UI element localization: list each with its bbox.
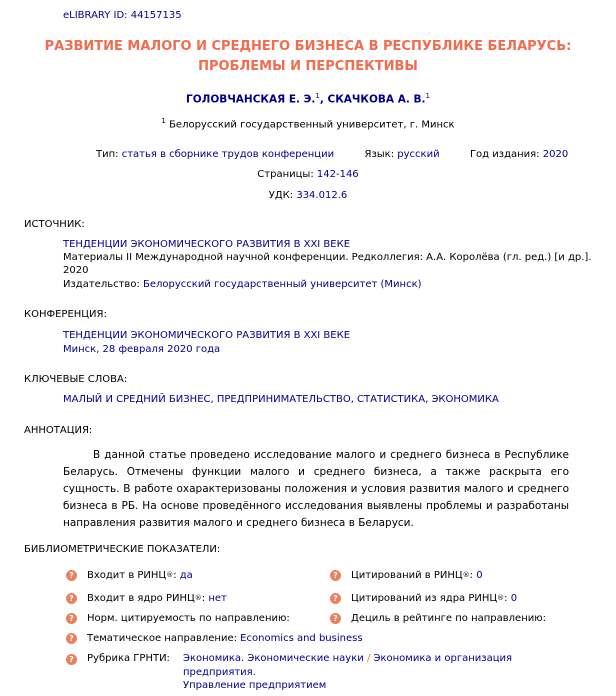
topic-row xyxy=(66,632,363,646)
question-circle-icon[interactable]: ? xyxy=(330,570,341,581)
author-name-2[interactable]: СКАЧКОВА А. В. xyxy=(327,93,426,106)
rinc-colon: : xyxy=(173,570,177,581)
source-title-link[interactable]: ТЕНДЕНЦИИ ЭКОНОМИЧЕСКОГО РАЗВИТИЯ В XXI ВЕКЕ xyxy=(63,239,351,250)
citations-rinc-label: Цитирований в РИНЦ xyxy=(351,570,463,581)
rinc-label: Входит в РИНЦ xyxy=(87,570,167,581)
citations-rinc-value: 0 xyxy=(476,570,483,581)
udc-line xyxy=(0,189,616,203)
question-circle-icon[interactable]: ? xyxy=(66,633,77,644)
affiliation-sup: 1 xyxy=(161,117,166,125)
keyword-separator: , xyxy=(425,394,432,405)
keyword-separator: , xyxy=(350,394,358,405)
abstract-label: АННОТАЦИЯ: xyxy=(24,425,93,436)
author-affil-sup-2: 1 xyxy=(425,92,430,100)
registered-mark: ® xyxy=(194,594,202,603)
author-link-1[interactable] xyxy=(186,94,315,106)
core-row xyxy=(66,592,227,606)
question-circle-icon[interactable]: ? xyxy=(330,613,341,624)
publisher-line xyxy=(63,278,422,292)
article-title-line1: РАЗВИТИЕ МАЛОГО И СРЕДНЕГО БИЗНЕСА В РЕСПУБЛИКЕ БЕЛАРУСЬ: xyxy=(44,39,572,54)
article-title-line2: ПРОБЛЕМЫ И ПЕРСПЕКТИВЫ xyxy=(198,59,418,74)
article-title xyxy=(0,37,616,77)
decile-label: Дециль в рейтинге по направлению: xyxy=(351,613,547,624)
grnti-link-2[interactable]: Экономика и организация предприятия. xyxy=(183,653,513,678)
keywords-list xyxy=(63,393,499,407)
grnti-row xyxy=(66,652,563,693)
core-value: нет xyxy=(208,593,227,604)
question-circle-icon[interactable]: ? xyxy=(66,570,77,581)
norm-citation-label: Норм. цитируемость по направлению: xyxy=(87,613,290,624)
abstract-text: В данной статье проведено исследование малого и среднего бизнеса в Республике Беларусь. Отмечены функции малого и среднего бизнеса, а также раскрыта его сущность. В работе охарактеризованы положения и условия развития малого и среднего бизнеса в РБ. На основе проведённого исследования выявлены проблемы и разработаны направления развития малого и среднего бизнеса в Беларуси. xyxy=(63,449,569,529)
language-label: Язык: xyxy=(364,149,395,160)
year-value: 2020 xyxy=(542,149,569,160)
udc-label: УДК: xyxy=(268,190,294,201)
author-name-1[interactable]: ГОЛОВЧАНСКАЯ Е. Э. xyxy=(186,93,316,106)
conference-place-date: Минск, 28 февраля 2020 года xyxy=(63,344,221,355)
grnti-label: Рубрика ГРНТИ: xyxy=(87,653,170,664)
authors xyxy=(0,92,616,107)
language-value: русский xyxy=(397,149,440,160)
question-circle-icon[interactable]: ? xyxy=(66,613,77,624)
citations-core-colon: : xyxy=(504,593,508,604)
pages-line xyxy=(0,168,616,182)
conference-title-link[interactable]: ТЕНДЕНЦИИ ЭКОНОМИЧЕСКОГО РАЗВИТИЯ В XXI ВЕКЕ xyxy=(63,330,351,341)
citations-rinc-colon: : xyxy=(469,570,474,581)
affiliation xyxy=(0,117,616,132)
keywords-label: КЛЮЧЕВЫЕ СЛОВА: xyxy=(24,374,128,385)
registered-mark: ® xyxy=(497,594,505,603)
type-value: статья в сборнике трудов конференции xyxy=(121,149,335,160)
keyword-link-2[interactable]: ПРЕДПРИНИМАТЕЛЬСТВО xyxy=(216,394,351,405)
registered-mark: ® xyxy=(462,571,470,580)
core-colon: : xyxy=(201,593,206,604)
keyword-link-4[interactable]: ЭКОНОМИКА xyxy=(431,394,499,405)
core-label: Входит в ядро РИНЦ xyxy=(87,593,195,604)
udc-value: 334.012.6 xyxy=(296,190,348,201)
bibliometrics-label: БИБЛИОМЕТРИЧЕСКИЕ ПОКАЗАТЕЛИ: xyxy=(24,544,221,555)
citations-core-value: 0 xyxy=(510,593,518,604)
affiliation-text: Белорусский государственный университет, г. Минск xyxy=(169,119,455,131)
pages-value: 142-146 xyxy=(316,169,359,180)
topic-label: Тематическое направление: xyxy=(87,633,237,644)
rinc-value: да xyxy=(179,570,193,581)
author-separator: , xyxy=(319,93,328,106)
question-circle-icon[interactable]: ? xyxy=(330,593,341,604)
grnti-link-1[interactable]: Экономика. Экономические науки xyxy=(183,653,364,664)
keyword-link-3[interactable]: СТАТИСТИКА xyxy=(357,394,426,405)
type-label: Тип: xyxy=(96,149,119,160)
topic-link[interactable]: Economics and business xyxy=(240,633,363,644)
registered-mark: ® xyxy=(166,571,174,580)
source-label: ИСТОЧНИК: xyxy=(24,219,85,230)
norm-citation-row xyxy=(66,612,290,626)
conference-label: КОНФЕРЕНЦИЯ: xyxy=(24,309,107,320)
grnti-link-2-continued[interactable]: Управление предприятием xyxy=(183,680,327,691)
elibrary-id: eLIBRARY ID: 44157135 xyxy=(63,10,182,21)
source-details: Материалы II Международной научной конференции. Редколлегия: А.А. Королёва (гл. ред.) [и др.]. xyxy=(63,252,592,263)
citations-core-label: Цитирований из ядра РИНЦ xyxy=(351,593,498,604)
citations-rinc-row xyxy=(330,569,483,583)
publisher-label: Издательство: xyxy=(63,279,140,290)
grnti-values xyxy=(183,652,563,693)
pages-label: Страницы: xyxy=(257,169,314,180)
meta-row xyxy=(96,148,568,162)
question-circle-icon[interactable]: ? xyxy=(66,654,77,665)
keyword-link-1[interactable]: МАЛЫЙ И СРЕДНИЙ БИЗНЕС xyxy=(63,394,211,405)
decile-row xyxy=(330,612,546,626)
year-label: Год издания: xyxy=(469,149,540,160)
author-affil-sup-1: 1 xyxy=(315,92,320,100)
rinc-row xyxy=(66,569,193,583)
publisher-link[interactable]: Белорусский государственный университет (Минск) xyxy=(143,279,422,290)
author-link-2[interactable] xyxy=(328,94,426,106)
grnti-separator: / xyxy=(363,653,374,664)
citations-core-row xyxy=(330,592,517,606)
keyword-separator: , xyxy=(210,394,217,405)
source-year: 2020 xyxy=(63,265,89,276)
question-circle-icon[interactable]: ? xyxy=(66,593,77,604)
